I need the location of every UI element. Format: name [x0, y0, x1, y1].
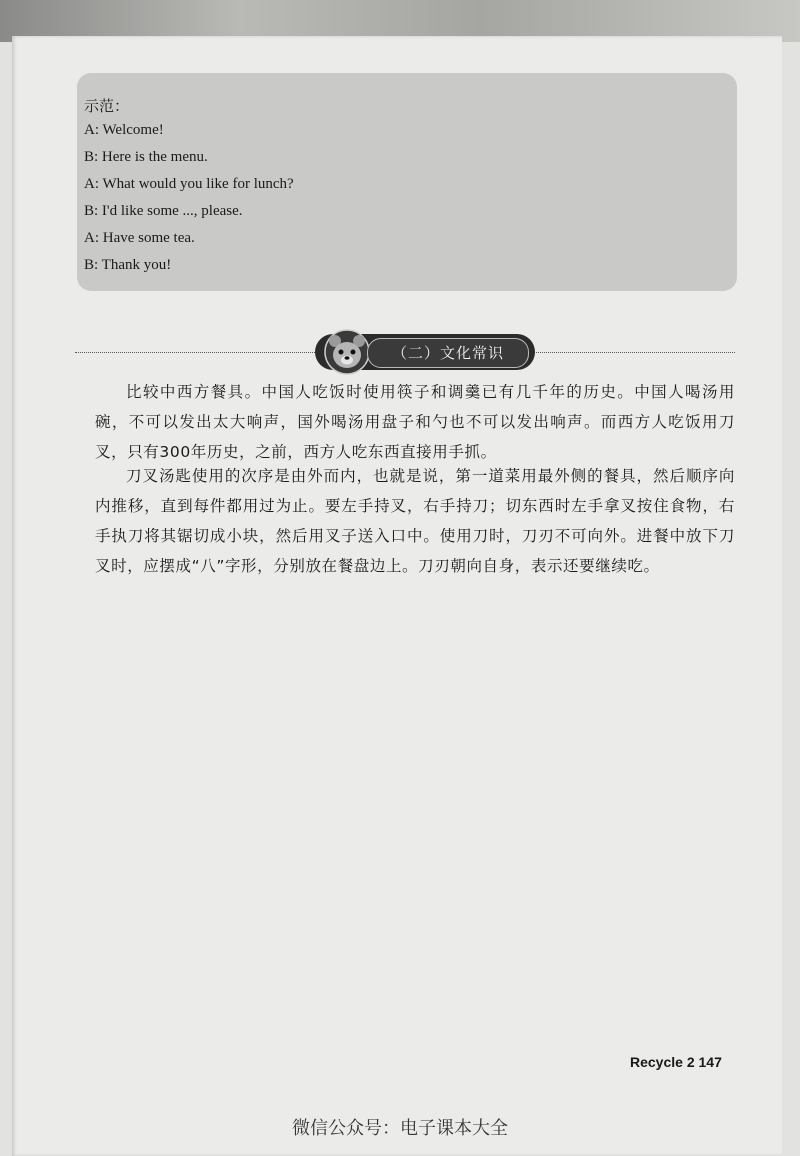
page-footer	[630, 1054, 722, 1070]
unit-label: Recycle 2	[630, 1054, 695, 1070]
paragraph: 刀叉汤匙使用的次序是由外而内，也就是说，第一道菜用最外侧的餐具，然后顺序向内推移，直到每件都用过为止。要左手持叉，右手持刀；切东西时左手拿叉按住食物，右手执刀将其锯切成小块，然后用叉子送入口中。使用刀时，刀刃不可向外。进餐中放下刀叉时，应摆成“八”字形，分别放在餐盘边上。刀刃朝向自身，表示还要继续吃。	[95, 467, 735, 575]
bear-face-icon	[323, 328, 371, 376]
dialogue-line: A: Welcome!	[84, 122, 164, 138]
demo-label: 示范：	[84, 97, 130, 115]
page-number: 147	[698, 1054, 722, 1070]
dialogue-line: A: Have some tea.	[84, 230, 195, 246]
dialogue-line: B: Here is the menu.	[84, 149, 208, 165]
watermark: 微信公众号：电子课本大全	[292, 1118, 508, 1139]
dialogue-line: B: Thank you!	[84, 257, 172, 273]
section-title: （二）文化常识	[367, 338, 529, 368]
dialogue-line: A: What would you like for lunch?	[84, 176, 294, 192]
paragraph: 比较中西方餐具。中国人吃饭时使用筷子和调羹已有几千年的历史。中国人喝汤用碗，不可以发出太大响声，国外喝汤用盘子和勺也不可以发出响声。而西方人吃饭用刀叉，只有300年历史，之前，西方人吃东西直接用手抓。	[95, 383, 735, 461]
section-header	[315, 334, 535, 370]
dialogue-line: B: I'd like some ..., please.	[84, 203, 243, 219]
